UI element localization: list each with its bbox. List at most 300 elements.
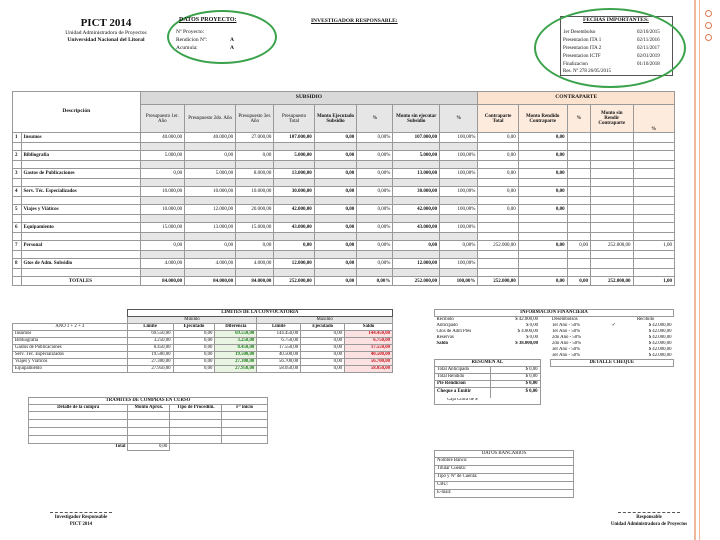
cell-pct[interactable]: 0,00% bbox=[357, 241, 393, 251]
cell-pct2[interactable]: 100,00% bbox=[440, 169, 478, 179]
cell-me[interactable]: 0,00 bbox=[314, 151, 357, 161]
limite-name: Insumos bbox=[13, 331, 128, 338]
resumen-label: Pte Rendición bbox=[435, 381, 491, 388]
cell-pct4[interactable] bbox=[633, 169, 675, 179]
cell-pt[interactable]: 42.000,00 bbox=[274, 205, 314, 215]
spacer-cell bbox=[393, 233, 440, 241]
cell-p3[interactable]: 8.000,00 bbox=[236, 169, 274, 179]
tramites-col-tipo: Tipo de Procedim. bbox=[170, 405, 222, 412]
cell-p3[interactable]: 27.000,00 bbox=[236, 133, 274, 143]
cell-ct[interactable]: 252.000,00 bbox=[478, 241, 518, 251]
spacer-cell bbox=[518, 197, 567, 205]
row-description: Gastos de Publicaciones bbox=[21, 169, 140, 179]
cell-p3[interactable]: 4.000,00 bbox=[236, 259, 274, 269]
bancario-field[interactable]: Titular Cuenta: bbox=[435, 466, 574, 474]
fecha-label: Presentacion ITA 1 bbox=[563, 38, 602, 43]
cell-ms[interactable]: 13.000,00 bbox=[393, 169, 440, 179]
limite-min: 19.500,00 bbox=[127, 352, 173, 359]
spacer-cell bbox=[357, 251, 393, 259]
cell-pct3[interactable] bbox=[567, 133, 590, 143]
tramites-table bbox=[28, 397, 268, 451]
total-p1: 84.000,00 bbox=[140, 277, 185, 286]
spacer-cell bbox=[140, 143, 185, 151]
tramites-cell[interactable] bbox=[29, 412, 128, 420]
cell-ms[interactable]: 42.000,00 bbox=[393, 205, 440, 215]
tramites-cell[interactable] bbox=[170, 420, 222, 428]
cell-ct[interactable]: 0,00 bbox=[478, 133, 518, 143]
caja-chica: Caja Chica de $ bbox=[435, 398, 541, 405]
cell-p2[interactable]: 13.000,00 bbox=[185, 223, 236, 233]
spacer-cell bbox=[591, 269, 634, 277]
cell-ct[interactable] bbox=[478, 259, 518, 269]
spacer-cell bbox=[13, 251, 22, 259]
cell-p2[interactable]: 4.000,00 bbox=[185, 259, 236, 269]
resumen-head-row bbox=[435, 360, 674, 367]
cell-pct3[interactable] bbox=[567, 223, 590, 233]
limite-name: Bibliografia bbox=[13, 338, 128, 345]
spacer-cell bbox=[21, 215, 140, 223]
spacer-cell bbox=[518, 233, 567, 241]
bancario-row bbox=[435, 458, 574, 466]
spacer-cell bbox=[236, 197, 274, 205]
tramites-cell[interactable] bbox=[222, 428, 268, 436]
cell-pct2[interactable]: 100,00% bbox=[440, 259, 478, 269]
cheque-row bbox=[435, 388, 674, 398]
cell-mr[interactable]: 0,00 bbox=[518, 169, 567, 179]
financiera-value: $ 0,00 bbox=[526, 335, 539, 340]
cell-p2[interactable]: 40.000,00 bbox=[185, 133, 236, 143]
cell-ct[interactable]: 0,00 bbox=[478, 169, 518, 179]
cell-msr[interactable] bbox=[591, 223, 634, 233]
cell-mr[interactable] bbox=[518, 259, 567, 269]
spacer-cell bbox=[478, 215, 518, 223]
cell-msr[interactable] bbox=[591, 187, 634, 197]
budget-row bbox=[13, 259, 675, 269]
cell-me[interactable]: 0,00 bbox=[314, 205, 357, 215]
tramites-cell[interactable] bbox=[128, 428, 170, 436]
cell-pct[interactable]: 0,00% bbox=[357, 259, 393, 269]
cell-pt[interactable]: 30.000,00 bbox=[274, 187, 314, 197]
tramites-cell[interactable] bbox=[170, 428, 222, 436]
spacer-cell bbox=[567, 269, 590, 277]
cell-mr[interactable]: 0,00 bbox=[518, 187, 567, 197]
tramites-total-label: Total bbox=[114, 443, 126, 449]
limite-min: 27.300,00 bbox=[127, 359, 173, 366]
bancario-field[interactable]: Tipo y Nº de Cuenta: bbox=[435, 474, 574, 482]
cell-msr[interactable] bbox=[591, 169, 634, 179]
cell-mr[interactable]: 0,00 bbox=[518, 151, 567, 161]
saldo-cell: 6.750,00 bbox=[345, 338, 393, 345]
slide-border-line-inner bbox=[699, 0, 700, 540]
spacer-cell bbox=[440, 161, 478, 169]
spacer-cell bbox=[357, 233, 393, 241]
cell-p2[interactable]: 12.000,00 bbox=[185, 205, 236, 215]
financiera-label: Reservas bbox=[436, 335, 454, 340]
spacer-cell bbox=[140, 197, 185, 205]
limite-row bbox=[13, 345, 393, 352]
bancarios-table bbox=[434, 450, 574, 498]
cell-me[interactable]: 0,00 bbox=[314, 223, 357, 233]
spacer-row bbox=[13, 251, 675, 259]
cell-ms[interactable]: 30.000,00 bbox=[393, 187, 440, 197]
spacer-cell bbox=[591, 179, 634, 187]
ejecutado-min: 0,00 bbox=[173, 352, 215, 359]
spacer-cell bbox=[21, 251, 140, 259]
cell-ms[interactable]: 5.000,00 bbox=[393, 151, 440, 161]
cell-me[interactable]: 0,00 bbox=[314, 241, 357, 251]
spacer-cell bbox=[567, 143, 590, 151]
total-ct: 252.000,00 bbox=[478, 277, 518, 286]
fecha-label: 1er Desembolso bbox=[563, 30, 596, 35]
cell-msr[interactable] bbox=[591, 151, 634, 161]
budget-row bbox=[13, 241, 675, 251]
spacer-cell bbox=[185, 143, 236, 151]
datos-label: Acumula: bbox=[176, 45, 198, 51]
cell-msr[interactable] bbox=[591, 259, 634, 269]
cell-ct[interactable]: 0,00 bbox=[478, 205, 518, 215]
spacer-cell bbox=[393, 269, 440, 277]
budget-row bbox=[13, 169, 675, 179]
fechas-title: FECHAS IMPORTANTES: bbox=[583, 17, 649, 23]
spacer-cell bbox=[633, 197, 675, 205]
col-pct4: % bbox=[633, 105, 675, 133]
bancario-field[interactable]: E-mail: bbox=[435, 490, 574, 498]
limite-min: 69.550,00 bbox=[127, 331, 173, 338]
col-limite: Limite bbox=[127, 324, 173, 331]
cell-pt[interactable]: 5.000,00 bbox=[274, 151, 314, 161]
col-ct: Contraparte Total bbox=[478, 105, 518, 133]
bancarios-title: DATOS BANCARIOS bbox=[435, 451, 574, 458]
bancario-field[interactable]: CBU: bbox=[435, 482, 574, 490]
resumen-label: Total Anticipado bbox=[435, 367, 491, 374]
datos-value: A bbox=[230, 37, 234, 43]
spacer-cell bbox=[314, 197, 357, 205]
spacer-cell bbox=[591, 197, 634, 205]
tramites-cell[interactable] bbox=[222, 420, 268, 428]
spacer-cell bbox=[13, 269, 22, 277]
bancario-row bbox=[435, 474, 574, 482]
tramites-cell[interactable] bbox=[29, 428, 128, 436]
bancario-row bbox=[435, 466, 574, 474]
spacer-cell bbox=[274, 161, 314, 169]
cell-pct4[interactable]: 1,00 bbox=[633, 241, 675, 251]
desembolso-value: $ 42.000,00 bbox=[648, 323, 672, 328]
cell-pct2[interactable]: 0,00% bbox=[440, 241, 478, 251]
col-p2: Presupuesto 2do. Año bbox=[185, 105, 236, 133]
bancario-row bbox=[435, 490, 574, 498]
spacer-cell bbox=[13, 179, 22, 187]
total-p2: 84.000,00 bbox=[185, 277, 236, 286]
saldo-cell: 17.550,00 bbox=[345, 345, 393, 352]
cell-p3[interactable]: 10.000,00 bbox=[236, 187, 274, 197]
spacer-cell bbox=[185, 179, 236, 187]
cell-p1[interactable]: 40.000,00 bbox=[140, 133, 185, 143]
total-pct4: 1,00 bbox=[633, 277, 675, 286]
spacer-cell bbox=[314, 233, 357, 241]
saldo-cell: 40.500,00 bbox=[345, 352, 393, 359]
cell-pct4[interactable] bbox=[633, 223, 675, 233]
cell-pct4[interactable] bbox=[633, 205, 675, 215]
spacer-cell bbox=[393, 251, 440, 259]
fecha-date: 02/11/2016 bbox=[637, 38, 660, 43]
cell-mr[interactable]: 0,00 bbox=[518, 241, 567, 251]
spacer-cell bbox=[185, 233, 236, 241]
limite-max: 6.750,00 bbox=[257, 338, 301, 345]
cell-msr[interactable] bbox=[591, 133, 634, 143]
limite-row bbox=[13, 338, 393, 345]
ejecutado-min: 0,00 bbox=[173, 331, 215, 338]
cell-me[interactable]: 0,00 bbox=[314, 169, 357, 179]
cell-p1[interactable]: 5.000,00 bbox=[140, 151, 185, 161]
cell-pct3[interactable] bbox=[567, 169, 590, 179]
spacer-cell bbox=[140, 251, 185, 259]
signature-right-role: Responsable bbox=[636, 515, 662, 520]
spacer-cell bbox=[518, 215, 567, 223]
cell-p2[interactable]: 10.000,00 bbox=[185, 187, 236, 197]
cell-p1[interactable]: 10.000,00 bbox=[140, 187, 185, 197]
row-description: Gtos de Adm. Subsidio bbox=[21, 259, 140, 269]
cell-pct[interactable]: 0,00% bbox=[357, 205, 393, 215]
cell-ms[interactable]: 107.000,00 bbox=[393, 133, 440, 143]
signature-left-role: Investigador Responsable bbox=[54, 515, 108, 520]
cell-mr[interactable]: 0,00 bbox=[518, 205, 567, 215]
cell-pct3[interactable] bbox=[567, 259, 590, 269]
cell-p1[interactable]: 0,00 bbox=[140, 169, 185, 179]
cell-p3[interactable]: 0,00 bbox=[236, 241, 274, 251]
spacer-cell bbox=[185, 269, 236, 277]
slide-border-line bbox=[694, 0, 696, 540]
cell-pt[interactable]: 43.000,00 bbox=[274, 223, 314, 233]
diferencia-cell: 27.950,00 bbox=[215, 366, 257, 373]
budget-row bbox=[13, 151, 675, 161]
col-pt: Presupuesto Total bbox=[274, 105, 314, 133]
cell-me[interactable]: 0,00 bbox=[314, 259, 357, 269]
spacer-cell bbox=[440, 143, 478, 151]
cell-pct2[interactable]: 100,00% bbox=[440, 205, 478, 215]
cell-p3[interactable]: 15.000,00 bbox=[236, 223, 274, 233]
fecha-date: 02/01/2019 bbox=[637, 54, 660, 59]
col-descripcion: Descripción bbox=[13, 92, 141, 133]
ejecutado-max: 0,00 bbox=[301, 345, 345, 352]
spacer-cell bbox=[478, 233, 518, 241]
tramites-cell[interactable] bbox=[222, 412, 268, 420]
cell-pt[interactable]: 12.000,00 bbox=[274, 259, 314, 269]
cell-p1[interactable]: 0,00 bbox=[140, 241, 185, 251]
spacer-cell bbox=[13, 215, 22, 223]
saldo-cell: 56.700,00 bbox=[345, 359, 393, 366]
signature-right-unit: Unidad Administradora de Proyectos bbox=[610, 522, 688, 527]
row-number: 8 bbox=[13, 259, 22, 269]
cell-mr[interactable]: 0,00 bbox=[518, 133, 567, 143]
spacer-cell bbox=[633, 179, 675, 187]
desembolso-label: 1er Año - 50% bbox=[552, 323, 581, 328]
desembolso-value: $ 42.000,00 bbox=[648, 335, 672, 340]
cell-pct4[interactable] bbox=[633, 151, 675, 161]
cell-msr[interactable]: 252.000,00 bbox=[591, 241, 634, 251]
cell-ms[interactable]: 43.000,00 bbox=[393, 223, 440, 233]
limite-name: Serv. Téc. Especializados bbox=[13, 352, 128, 359]
cell-p1[interactable]: 15.000,00 bbox=[140, 223, 185, 233]
spacer-cell bbox=[140, 161, 185, 169]
spacer-cell bbox=[357, 197, 393, 205]
spacer-cell bbox=[13, 197, 22, 205]
tramites-title: TRAMITES DE COMPRAS EN CURSO bbox=[29, 398, 268, 405]
tramites-cell[interactable] bbox=[29, 436, 128, 444]
spacer-cell bbox=[633, 233, 675, 241]
tramites-cell[interactable] bbox=[128, 412, 170, 420]
spacer-cell bbox=[314, 161, 357, 169]
col-ejecutado-max: Ejecutado bbox=[301, 324, 345, 331]
cell-mr[interactable] bbox=[518, 223, 567, 233]
spacer-row bbox=[13, 179, 675, 187]
cell-p2[interactable]: 5.000,00 bbox=[185, 169, 236, 179]
tramites-cell[interactable] bbox=[170, 436, 222, 444]
cell-p2[interactable]: 0,00 bbox=[185, 241, 236, 251]
spacer-cell bbox=[140, 215, 185, 223]
cell-pct[interactable]: 0,00% bbox=[357, 133, 393, 143]
tramites-cell[interactable] bbox=[128, 436, 170, 444]
spacer-cell bbox=[357, 179, 393, 187]
cell-ct[interactable]: 0,00 bbox=[478, 151, 518, 161]
cell-p2[interactable]: 0,00 bbox=[185, 151, 236, 161]
cell-p1[interactable]: 10.000,00 bbox=[140, 205, 185, 215]
cell-pct2[interactable]: 100,00% bbox=[440, 187, 478, 197]
cell-pct[interactable]: 0,00% bbox=[357, 223, 393, 233]
ejecutado-min: 0,00 bbox=[173, 359, 215, 366]
cell-pt[interactable]: 13.000,00 bbox=[274, 169, 314, 179]
spacer-cell bbox=[633, 161, 675, 169]
spacer-cell bbox=[236, 269, 274, 277]
datos-label: Nº Proyecto: bbox=[176, 29, 205, 35]
cell-p3[interactable]: 0,00 bbox=[236, 151, 274, 161]
maximo-header: Maximo bbox=[257, 317, 393, 324]
diferencia-cell: 69.550,00 bbox=[215, 331, 257, 338]
row-number: 4 bbox=[13, 187, 22, 197]
spacer-cell bbox=[13, 233, 22, 241]
cell-pct2[interactable]: 100,00% bbox=[440, 223, 478, 233]
spacer-cell bbox=[236, 233, 274, 241]
row-number: 7 bbox=[13, 241, 22, 251]
spacer-cell bbox=[567, 233, 590, 241]
bancario-row bbox=[435, 482, 574, 490]
spacer-cell bbox=[393, 143, 440, 151]
gap bbox=[540, 367, 673, 374]
col-msr: Monto sin Rendir Contraparte bbox=[591, 105, 634, 133]
cell-pct3[interactable] bbox=[567, 205, 590, 215]
unit-subtitle: Unidad Administradora de Proyectos bbox=[65, 30, 147, 36]
signature-line-left bbox=[50, 512, 112, 513]
cell-pct4[interactable] bbox=[633, 187, 675, 197]
cell-pct3[interactable] bbox=[567, 151, 590, 161]
cell-pt[interactable]: 0,00 bbox=[274, 241, 314, 251]
spacer-cell bbox=[393, 161, 440, 169]
limites-title: LIMITES DE LA CONVOCATORIA bbox=[127, 310, 392, 317]
cell-pct[interactable]: 0,00% bbox=[357, 151, 393, 161]
col-p1: Presupuesto 1er. Año bbox=[140, 105, 185, 133]
cell-me[interactable]: 0,00 bbox=[314, 133, 357, 143]
cell-msr[interactable] bbox=[591, 205, 634, 215]
spacer-cell bbox=[567, 215, 590, 223]
university-subtitle: Universidad Nacional del Litoral bbox=[67, 37, 145, 43]
financiera-value: $ 38.000,00 bbox=[515, 341, 539, 346]
diferencia-cell: 3.250,00 bbox=[215, 338, 257, 345]
cell-pct[interactable]: 0,00% bbox=[357, 169, 393, 179]
cell-ct[interactable]: 0,00 bbox=[478, 187, 518, 197]
cell-ms[interactable]: 12.000,00 bbox=[393, 259, 440, 269]
tramites-cell[interactable] bbox=[170, 412, 222, 420]
gap bbox=[540, 388, 673, 398]
limite-name: Gastos de Publicaciones bbox=[13, 345, 128, 352]
cell-pct3[interactable]: 0,00 bbox=[567, 241, 590, 251]
col-limite-max: Limite bbox=[257, 324, 301, 331]
spacer-cell bbox=[633, 269, 675, 277]
desembolso-value: $ 42.000,00 bbox=[648, 353, 672, 358]
bancario-field[interactable]: Nombre Banco: bbox=[435, 458, 574, 466]
financiera-label: Anticipado bbox=[436, 323, 458, 328]
spacer-cell bbox=[236, 251, 274, 259]
tramites-cell[interactable] bbox=[29, 420, 128, 428]
gap bbox=[540, 398, 673, 405]
col-pct3: % bbox=[567, 105, 590, 133]
datos-value: A bbox=[230, 45, 234, 51]
spacer-cell bbox=[185, 251, 236, 259]
cell-ms[interactable]: 0,00 bbox=[393, 241, 440, 251]
datos-label: Rendicion Nº: bbox=[176, 37, 208, 43]
tramites-cell[interactable] bbox=[128, 420, 170, 428]
cell-ct[interactable] bbox=[478, 223, 518, 233]
spacer-cell bbox=[440, 215, 478, 223]
spacer-cell bbox=[567, 161, 590, 169]
cell-pct4[interactable] bbox=[633, 133, 675, 143]
budget-row bbox=[13, 187, 675, 197]
cell-p3[interactable]: 20.000,00 bbox=[236, 205, 274, 215]
spacer-cell bbox=[357, 161, 393, 169]
col-saldo: Saldo bbox=[345, 324, 393, 331]
row-description: Serv. Téc. Especializados bbox=[21, 187, 140, 197]
cell-pct4[interactable] bbox=[633, 259, 675, 269]
financiera-table bbox=[434, 309, 674, 405]
spacer-cell bbox=[274, 143, 314, 151]
spacer-cell bbox=[21, 269, 140, 277]
spacer-row bbox=[13, 233, 675, 241]
desembolso-label: 2do Año - 50% bbox=[552, 335, 582, 340]
tramites-cell[interactable] bbox=[222, 436, 268, 444]
cell-pct2[interactable]: 100,00% bbox=[440, 133, 478, 143]
contraparte-header: CONTRAPARTE bbox=[478, 92, 675, 105]
signature-line-right bbox=[618, 512, 680, 513]
row-number: 5 bbox=[13, 205, 22, 215]
totals-row bbox=[13, 277, 675, 286]
cell-me[interactable]: 0,00 bbox=[314, 187, 357, 197]
diferencia-cell: 27.300,00 bbox=[215, 359, 257, 366]
spacer-cell bbox=[21, 197, 140, 205]
cell-p1[interactable]: 4.000,00 bbox=[140, 259, 185, 269]
cell-pt[interactable]: 107.000,00 bbox=[274, 133, 314, 143]
ejecutado-max: 0,00 bbox=[301, 366, 345, 373]
limite-min: 3.250,00 bbox=[127, 338, 173, 345]
spacer-cell bbox=[274, 197, 314, 205]
cell-pct3[interactable] bbox=[567, 187, 590, 197]
minimo-header: Minimo bbox=[127, 317, 257, 324]
resumen-label: Total Rendido bbox=[435, 374, 491, 381]
spacer-cell bbox=[518, 143, 567, 151]
col-p3: Presupuesto 3er. Año bbox=[236, 105, 274, 133]
cell-pct[interactable]: 0,00% bbox=[357, 187, 393, 197]
spacer-cell bbox=[518, 269, 567, 277]
cell-pct2[interactable]: 100,00% bbox=[440, 151, 478, 161]
col-me: Monto Ejecutado Subsidio bbox=[314, 105, 357, 133]
financiera-value: $ 42.000,00 bbox=[515, 316, 539, 322]
